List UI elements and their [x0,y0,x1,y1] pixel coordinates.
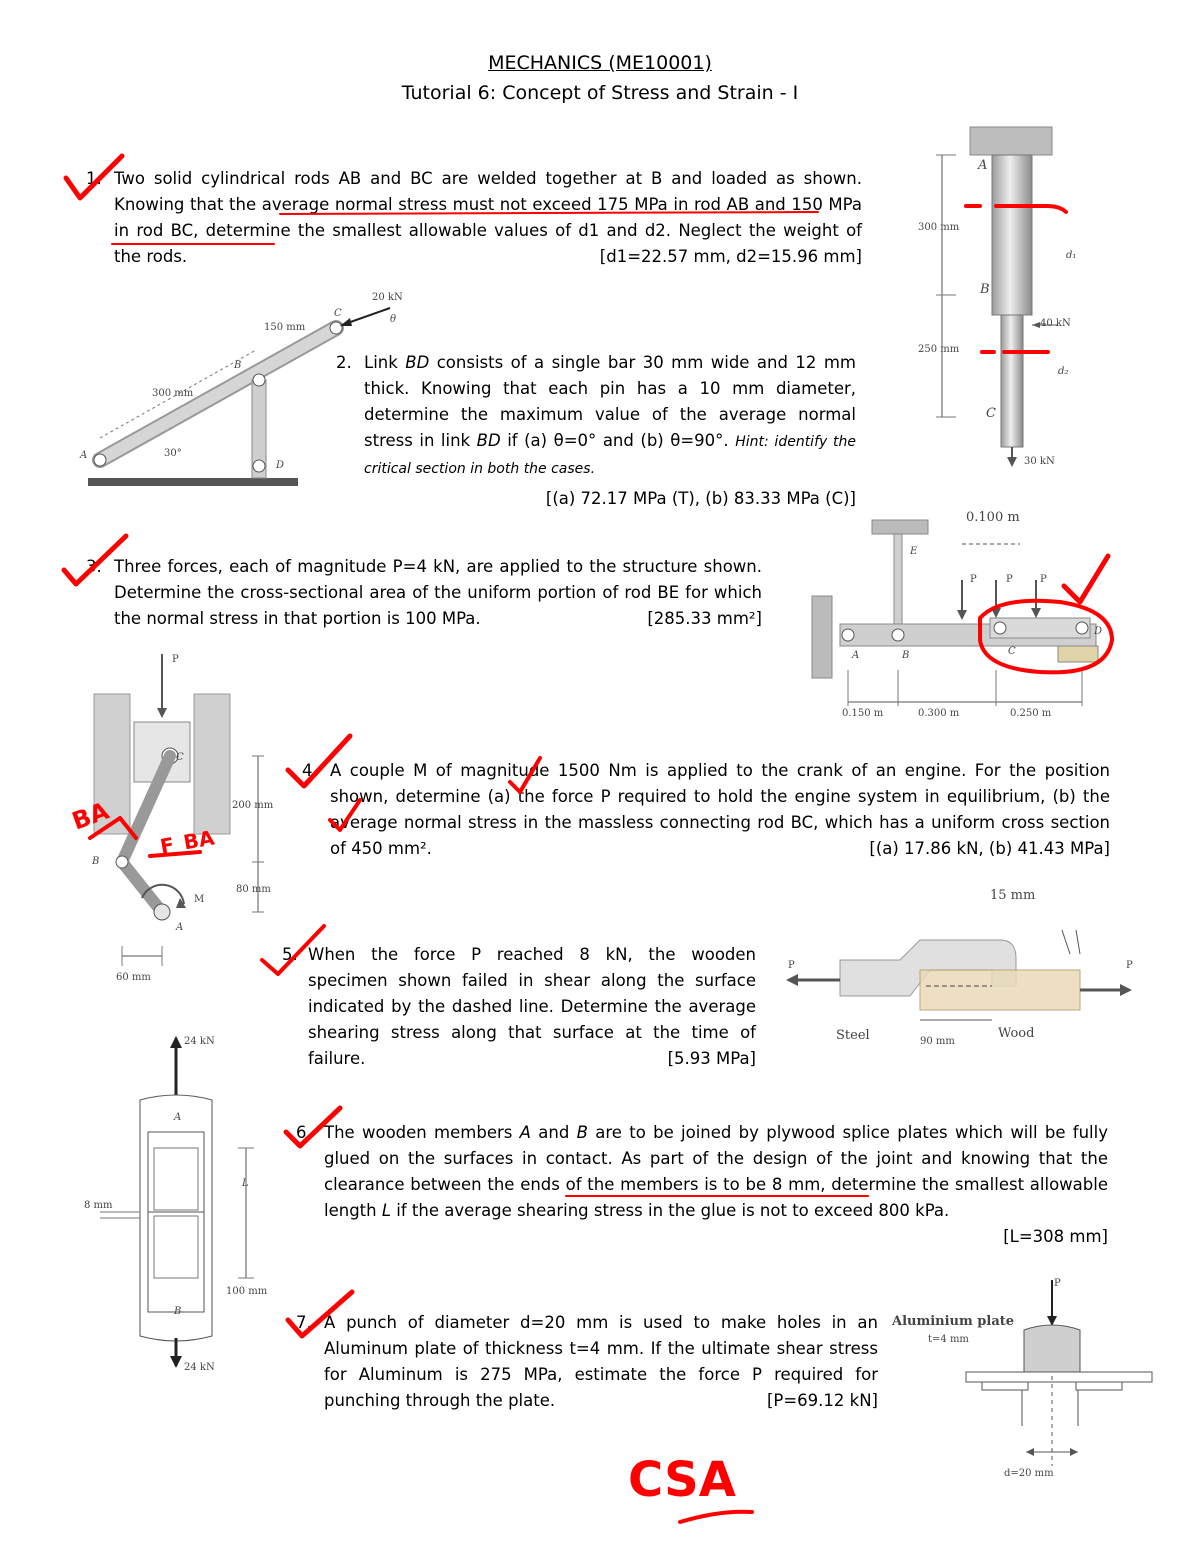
fig7-plate-label: Aluminium plate [892,1314,1015,1329]
rod-note: F_BA [158,825,217,859]
problem-answer: [(a) 17.86 kN, (b) 41.43 MPa] [869,839,1110,858]
problem-answer: [285.33 mm²] [647,609,762,628]
fig3-force-1: P [970,574,977,585]
fig3-force-3: P [1040,574,1047,585]
checkmark-6 [286,1108,340,1146]
section-mark-ab [966,206,1066,212]
fig5-force-left: P [788,960,795,971]
fig1-d2: d₂ [1058,366,1069,377]
checkmark-fig3 [1064,556,1108,602]
fig3-dim-1: 0.150 m [842,708,884,719]
fig7-force: P [1054,1278,1061,1289]
side-note-ba: BA [68,796,113,836]
fig5-wood: Wood [998,1026,1035,1041]
fig1-length-ab: 300 mm [918,222,960,233]
problem-number: 5. [282,945,298,964]
circle-cd [980,601,1112,673]
fig3-label-b: B [902,650,910,661]
fig6-width: 100 mm [226,1286,268,1297]
fig3-dim-2: 0.300 m [918,708,960,719]
fig4-label-a: A [176,922,184,933]
fig4-width: 60 mm [116,972,151,983]
problem-number: 6. [296,1123,312,1142]
margin-note-csa: CSA [628,1452,736,1508]
fig3-label-a: A [852,650,860,661]
fig4-height-1: 200 mm [232,800,274,811]
problem-text: Link BD consists of a single bar 30 mm wide and 12 mm thick. Knowing that each pin has a 10 mm diameter, determine the maximum value of the average normal stress in link BD if (a) θ=0° and (b) θ=90°. Hint: identify the critical section in both the cases. [364,353,856,477]
fig3-label-d: D [1094,626,1103,637]
checkmark-4b [330,800,360,830]
fig2-length-bc: 150 mm [264,322,306,333]
fig2-label-b: B [234,360,242,371]
fig5-steel: Steel [836,1028,870,1043]
checkmark-7 [288,1292,352,1336]
tutorial-title: Tutorial 6: Concept of Stress and Strain - I [401,82,799,104]
fig2-label-d: D [276,460,285,471]
course-title: MECHANICS (ME10001) [488,52,712,74]
problem-text: Two solid cylindrical rods AB and BC are welded together at B and loaded as shown. Knowing that the average normal stress must not exceed 175 MPa in rod AB and 150 MPa in rod BC, determine the smallest allowable values of d1 and d2. Neglect the weight of the rods. [114,169,862,266]
fig4-label-b: B [92,856,100,867]
checkmark-3 [64,536,126,584]
problem-answer: [P=69.12 kN] [766,1391,878,1410]
checkmark-4 [288,736,350,786]
fig1-label-b: B [980,282,990,297]
fig6-gap: 8 mm [84,1200,113,1211]
problem-answer: [(a) 72.17 MPa (T), (b) 83.33 MPa (C)] [545,489,856,508]
problem-answer: [d1=22.57 mm, d2=15.96 mm] [599,247,862,266]
fig6-label-b: B [174,1306,182,1317]
fig1-length-bc: 250 mm [918,344,960,355]
problem-number: 1. [86,169,102,188]
problem-answer: [L=308 mm] [1003,1227,1108,1246]
fig2-label-c: C [334,308,342,319]
fig5-length: 90 mm [920,1036,955,1047]
fig3-force-2: P [1006,574,1013,585]
fig3-dim-3: 0.250 m [1010,708,1052,719]
fig5-force-right: P [1126,960,1133,971]
fig2-angle: 30° [164,448,182,459]
fig6-load-bottom: 24 kN [184,1362,215,1373]
fig2-force: 20 kN [372,292,403,303]
fig4-label-c: C [176,752,184,763]
fig2-label-a: A [80,450,88,461]
fig3-label-c: C [1008,646,1016,657]
problem-hint: Hint: identify the critical section in both the cases. [364,434,856,477]
problem-text: When the force P reached 8 kN, the wooden specimen shown failed in shear along the surface indicated by the dashed line. Determine the average shearing stress along that surface at the time of failure. [308,945,756,1068]
checkmark-5 [262,926,324,974]
fig1-d1: d₁ [1066,250,1077,261]
fig7-diameter: d=20 mm [1004,1468,1054,1479]
problem-number: 2. [336,353,352,372]
problem-answer: [5.93 MPa] [667,1049,756,1068]
problem-text: Three forces, each of magnitude P=4 kN, are applied to the structure shown. Determine the cross-sectional area of the uniform portion of rod BE for which the normal stress in that portion is 100 MPa. [114,557,762,628]
fig2-theta: θ [390,314,397,325]
underline-1a [280,212,818,214]
problem-number: 7. [296,1313,312,1332]
csa-underline [680,1512,752,1522]
fig2-length-ab: 300 mm [152,388,194,399]
fig1-label-c: C [986,406,996,421]
fig3-top-dim: 0.100 m [966,510,1020,525]
checkmark-1 [66,156,122,198]
fig3-label-e: E [910,546,918,557]
fig1-force-c: 30 kN [1024,456,1055,467]
fig4-force: P [172,654,179,665]
problem-text: A couple M of magnitude 1500 Nm is applied to the crank of an engine. For the position shown, determine (a) the force P required to hold the engine system in equilibrium, (b) the average normal stress in the massless connecting rod BC, which has a uniform cross section of 450 mm². [330,761,1110,858]
fig4-couple: M [194,894,205,905]
checkmark-4a [510,758,540,792]
fig1-label-a: A [978,158,988,173]
fig7-thickness: t=4 mm [928,1334,969,1345]
problem-text: A punch of diameter d=20 mm is used to make holes in an Aluminum plate of thickness t=4 mm. If the ultimate shear stress for Aluminum is 275 MPa, estimate the force P required for punching through the plate. [324,1313,878,1410]
fig4-height-2: 80 mm [236,884,271,895]
fig1-force-b: 40 kN [1040,318,1071,329]
fig6-length-label: L [242,1178,249,1189]
problem-text: The wooden members A and B are to be joined by plywood splice plates which will be fully glued on the surfaces in contact. As part of the design of the joint and knowing that the clearance between the ends of the members is to be 8 mm, determine the smallest allowable length L if the average shearing stress in the glue is not to exceed 800 kPa. [324,1123,1108,1220]
fig6-label-a: A [174,1112,182,1123]
fig6-load-top: 24 kN [184,1036,215,1047]
problem-number: 4. [302,761,318,780]
fig5-thickness: 15 mm [990,888,1036,903]
problem-number: 3. [86,557,102,576]
